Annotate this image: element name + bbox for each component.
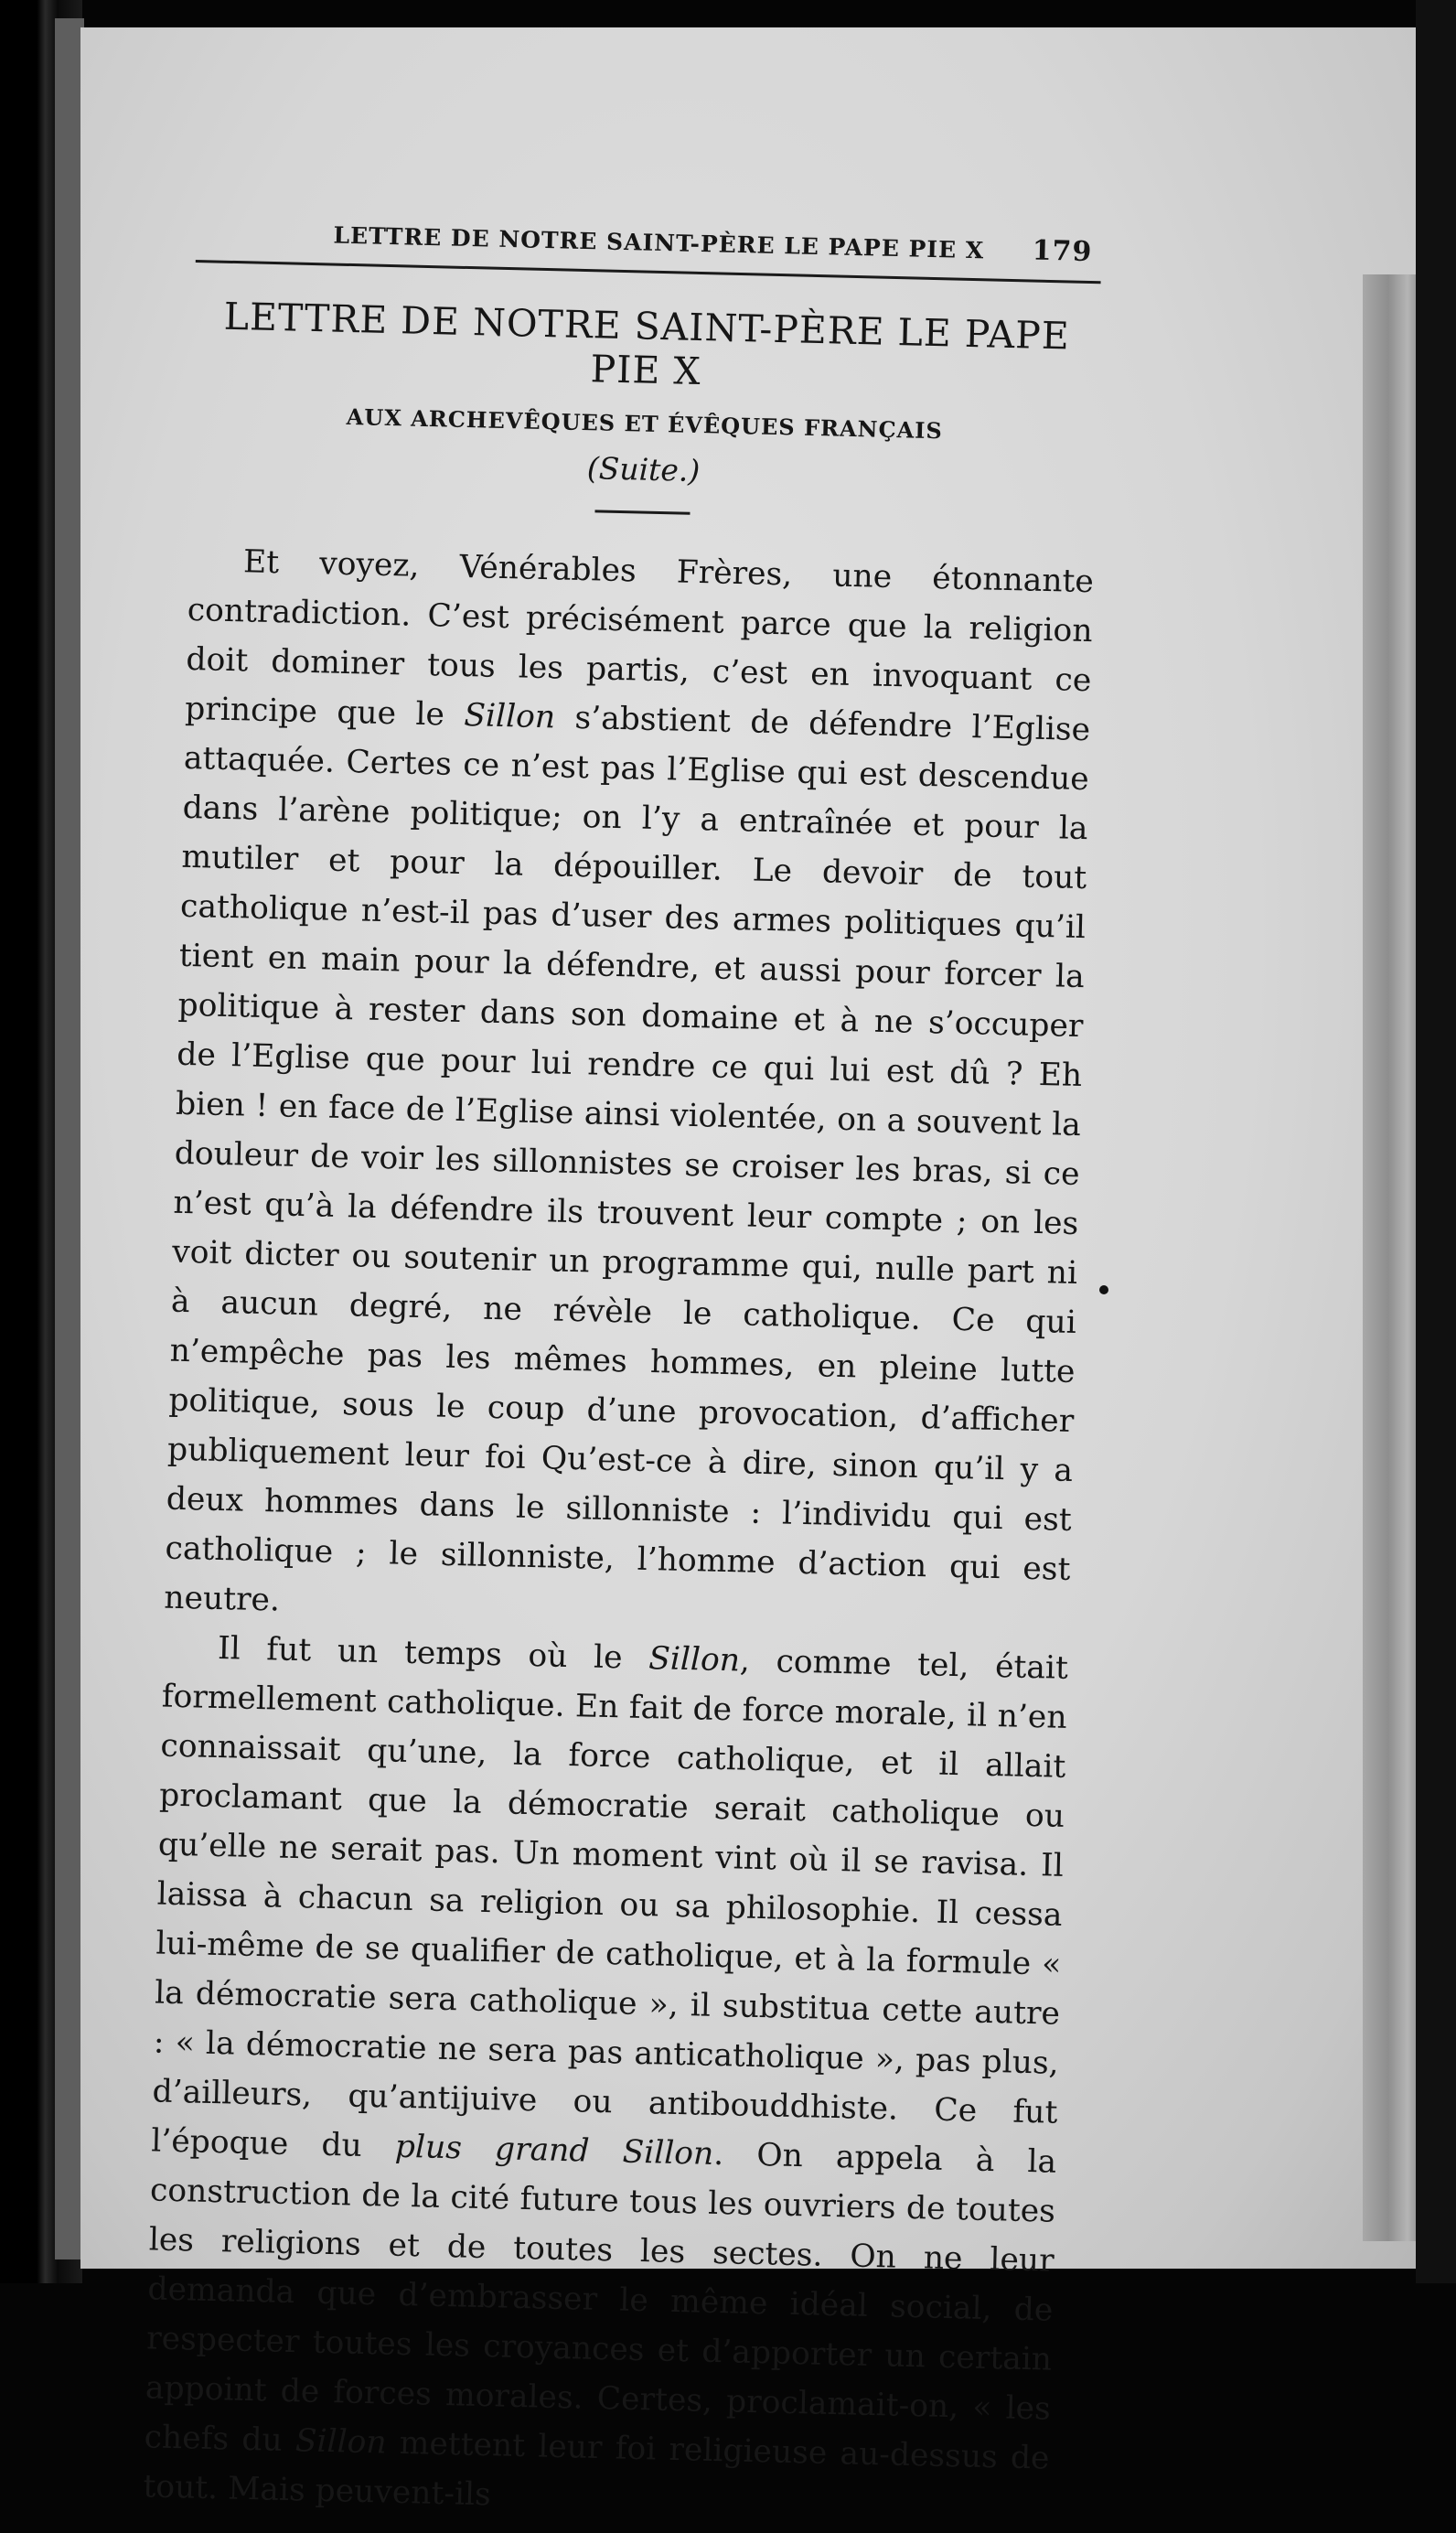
page-number: 179 [1032,234,1093,269]
scan-speck [1099,1285,1108,1294]
article-title: LETTRE DE NOTRE SAINT-PÈRE LE PAPE PIE X [223,294,1071,394]
body-paragraph-2: Il fut un temps où le Sillon, comme tel, était formellement catholique. En fait de force morale, il n’en connaissait qu’une, la force catholique, et il allait proclamant que la démocratie serait catholique ou qu’elle ne serait pas. Un moment vint où il se ravisa. Il laissa à chacun sa religion ou sa philosophie. Il cessa lui-même de se qualifier de catholique, et à la formule « la démocratie sera catholique », il substitua cette autre : « la démocratie ne sera pas anticatholique », pas plus, d’ailleurs, qu’antijuive ou antibouddhiste. Ce fut l’époque du plus grand Sillon. On appela à la construction de la cité future tous les ouvriers de toutes les religions et de toutes les sectes. On ne leur demanda que d’embrasser le même idéal social, de respecter toutes les croyances et d’apporter un certain appoint de forces morales. Certes, proclamait-on, « les chefs du Sillon mettent leur foi religieuse au-dessus de tout. Mais peuvent-ils [143,1629,1069,2514]
body-paragraph-1: Et voyez, Vénérables Frères, une étonnante contradiction. C’est précisément parce que la religion doit dominer tous les partis, c’est en invoquant ce principe que le Sillon s’abstient de défendre l’Eglise attaquée. Certes ce n’est pas l’Eglise qui est descendue dans l’arène politique; on l’y a entraînée et pour la mutiler et pour la dépouiller. Le devoir de tout catholique n’est-il pas d’user des armes politiques qu’il tient en main pour la défendre, et aussi pour forcer la politique à rester dans son domaine et à ne s’occuper de l’Eglise que pour lui rendre ce qui lui est dû ? Eh bien ! en face de l’Eglise ainsi violentée, on a souvent la douleur de voir les sillonnistes se croiser les bras, si ce n’est qu’à la défendre ils trouvent leur compte ; on les voit dicter ou soutenir un programme qui, nulle part ni à aucun degré, ne révèle le catholique. Ce qui n’empêche pas les mêmes hommes, en pleine lutte politique, sous le coup d’une provocation, d’afficher publiquement leur foi Qu’est-ce à dire, sinon qu’il y a deux hommes dans le sillonniste : l’individu qui est catholique ; le sillonniste, l’homme d’action qui est neutre. [163,543,1095,1619]
scan-border-right [1416,0,1456,2283]
section-rule [594,510,690,514]
page-text-block [143,215,1102,2533]
article-subtitle: AUX ARCHEVÊQUES ET ÉVÊQUES FRANÇAIS [346,402,944,445]
running-head-title: LETTRE DE NOTRE SAINT-PÈRE LE PAPE PIE X [333,221,985,264]
continuation-note: (Suite.) [586,450,701,489]
